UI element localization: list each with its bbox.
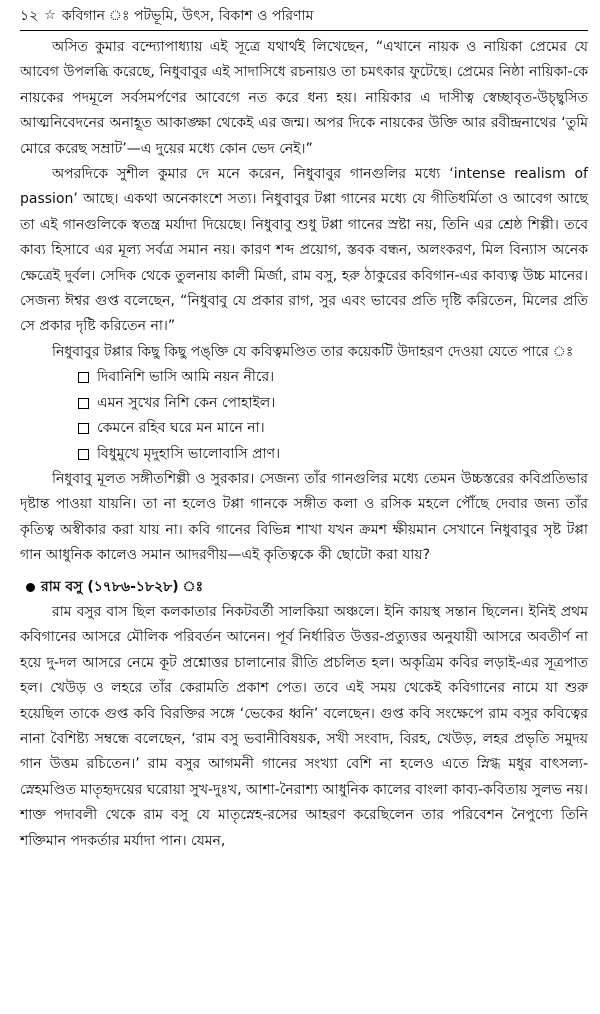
paragraph-ram-basu: রাম বসুর বাস ছিল কলকাতার নিকটবর্তী সালকিয়া অঞ্চলে। ইনি কায়স্থ সন্তান ছিলেন। ইনিই প্রথম কবিগানের আসরে মৌলিক পরিবর্তন আনেন। পূর্ব নির্ধারিত উত্তর-প্রত্যুত্তর অনুযায়ী আসরে অবতীর্ণ না হয়ে দু-দল আসরে নেমে কূট প্রশ্নোত্তর চালানোর রীতি প্রচলিত হল। অকৃত্রিম কবির লড়াই-এর সূত্রপাত হল। খেউড় ও লহরে তাঁর কেরামতি প্রকাশ পেত। তবে এই সময় থেকেই কবিগানের নামে যা শুরু হয়েছিল তাকে গুপ্ত কবি বিরক্তির সঙ্গে ‘ভেকের ধ্বনি’ বলেছেন। গুপ্ত কবি সংক্ষেপে রাম বসুর কবিত্বের নানা বৈশিষ্ট্য সম্বন্ধে বলেছেন, ‘রাম বসু ভবানীবিষয়ক, সখী সংবাদ, বিরহ, খেউড়, লহর প্রভৃতি সমুদয় গান উত্তম রচিতেন।’ রাম বসুর আগমনী গানের সংখ্যা বেশি না হলেও এতে স্নিগ্ধ মধুর বাৎসল্য-স্নেহমণ্ডিত মাতৃহৃদয়ের ঘরোয়া সুখ-দুঃখ, আশা-নৈরাশ্য আধুনিক কালের বাংলা কাব্য-কবিতায় সুলভ নয়। শাক্ত পদাবলী থেকে রাম বসু যে মাতৃস্নেহ-রসের আহরণ করেছিলেন তার পরিবেশন নৈপুণ্যে তিনি শক্তিমান পদকর্তার মর্যাদা পান। যেমন, [20, 603, 588, 849]
checkbox-square-icon [78, 398, 89, 409]
example-line: কেমনে রহিব ঘরে মন মানে না। [97, 420, 265, 437]
checkbox-square-icon [78, 372, 89, 383]
paragraph-sushil-de: অপরদিকে সুশীল কুমার দে মনে করেন, নিধুবাবুর গানগুলির মধ্যে ‘intense realism of passion’ আছে। একথা অনেকাংশে সত্য। নিধুবাবুর টপ্পা গানের মধ্যে যে গীতিধর্মিতা ও আবেগ আছে তা এই গানগুলিকে স্বতন্ত্র মর্যাদা দিয়েছে। নিধুবাবু শুধু টপ্পা গানের স্রষ্টা নয়, তিনি এর শ্রেষ্ঠ শিল্পী। তবে কাব্য হিসাবে এর মূল্য সর্বত্র সমান নয়। কারণ শব্দ প্রয়োগ, স্তবক বন্ধন, অলংকরণ, মিল বিন্যাস অনেক ক্ষেত্রেই দুর্বল। সেদিক থেকে তুলনায় কালী মির্জা, রাম বসু, হরু ঠাকুরের কবিগান-এর কাব্যত্ব উচ্চ মানের। সেজন্য ঈশ্বর গুপ্ত বলেছেন, “নিধুবাবু যে প্রকার রাগ, সুর এবং ভাবের প্রতি দৃষ্টি করিতেন, মিলের প্রতি সে প্রকার দৃষ্টি করিতেন না।” [20, 166, 588, 335]
running-header [20, 2, 588, 31]
bullet-icon [26, 583, 35, 592]
example-line: দিবানিশি ভাসি আমি নয়ন নীরে। [97, 369, 275, 386]
paragraph-quote-asit: অসিত কুমার বন্দ্যোপাধ্যায় এই সূত্রে যথার্থই লিখেছেন, “এখানে নায়ক ও নায়িকা প্রেমের যে আবেগ উপলব্ধি করেছে, নিধুবাবুর এই সাদাসিধে রচনায়ও তা চমৎকার ফুটেছে। প্রেমের নিষ্ঠা নায়িকা-কে নায়কের পদমূলে সর্বসমর্পণের আবেগে নত করে ধন্য হয়। নায়িকার এ দাসীত্ব স্বেচ্ছাবৃত-উচ্ছ্বসিত আত্মনিবেদনের অনাহূত আকাঙ্ক্ষা থেকেই এর জন্ম। অপর দিকে নায়কের উক্তি আর রবীন্দ্রনাথের ‘তুমি মোরে করেছ সম্রাট’—এ দুয়ের মধ্যে কোন ভেদ নেই।” [20, 39, 588, 157]
section-heading-ram-basu [20, 575, 588, 600]
paragraph-examples-intro: নিধুবাবুর টপ্পার কিছু কিছু পঙ্‌ক্তি যে কবিত্বমণ্ডিত তার কয়েকটি উদাহরণ দেওয়া যেতে পারে ঃ [52, 343, 574, 360]
section-heading-text: রাম বসু (১৭৮৬-১৮২৮) ঃ [41, 578, 204, 595]
list-item [78, 365, 588, 390]
checkbox-square-icon [78, 423, 89, 434]
example-line: বিধুমুখে মৃদুহাসি ভালোবাসি প্রাণ। [97, 445, 281, 462]
page-number: ১২ [20, 8, 39, 24]
star-icon: ☆ [44, 8, 56, 23]
checkbox-square-icon [78, 449, 89, 460]
list-item [78, 442, 588, 467]
example-line: এমন সুখের নিশি কেন পোহাইল। [97, 394, 276, 411]
chapter-title: কবিগান ঃ পটভূমি, উৎস, বিকাশ ও পরিণাম [61, 8, 314, 24]
list-item [78, 416, 588, 441]
paragraph-nidhubabu-conclusion: নিধুবাবু মূলত সঙ্গীতশিল্পী ও সুরকার। সেজন্য তাঁর গানগুলির মধ্যে তেমন উচ্চস্তরের কবিপ্রতিভার দৃষ্টান্ত পাওয়া যায়নি। তা না হলেও টপ্পা গানকে সঙ্গীত কলা ও রসিক মহলে পৌঁছে দেবার জন্য তাঁর কৃতিত্ব অস্বীকার করা যায় না। কবি গানের বিভিন্ন শাখা যখন ক্রমশ ক্ষীয়মান সেখানে নিধুবাবুর সৃষ্ট টপ্পা গান আধুনিক কালেও সমান আদরণীয়—এই কৃতিত্বকে কী ছোটো করা যায়? [20, 470, 588, 564]
list-item [78, 391, 588, 416]
example-lines-list [20, 365, 588, 467]
